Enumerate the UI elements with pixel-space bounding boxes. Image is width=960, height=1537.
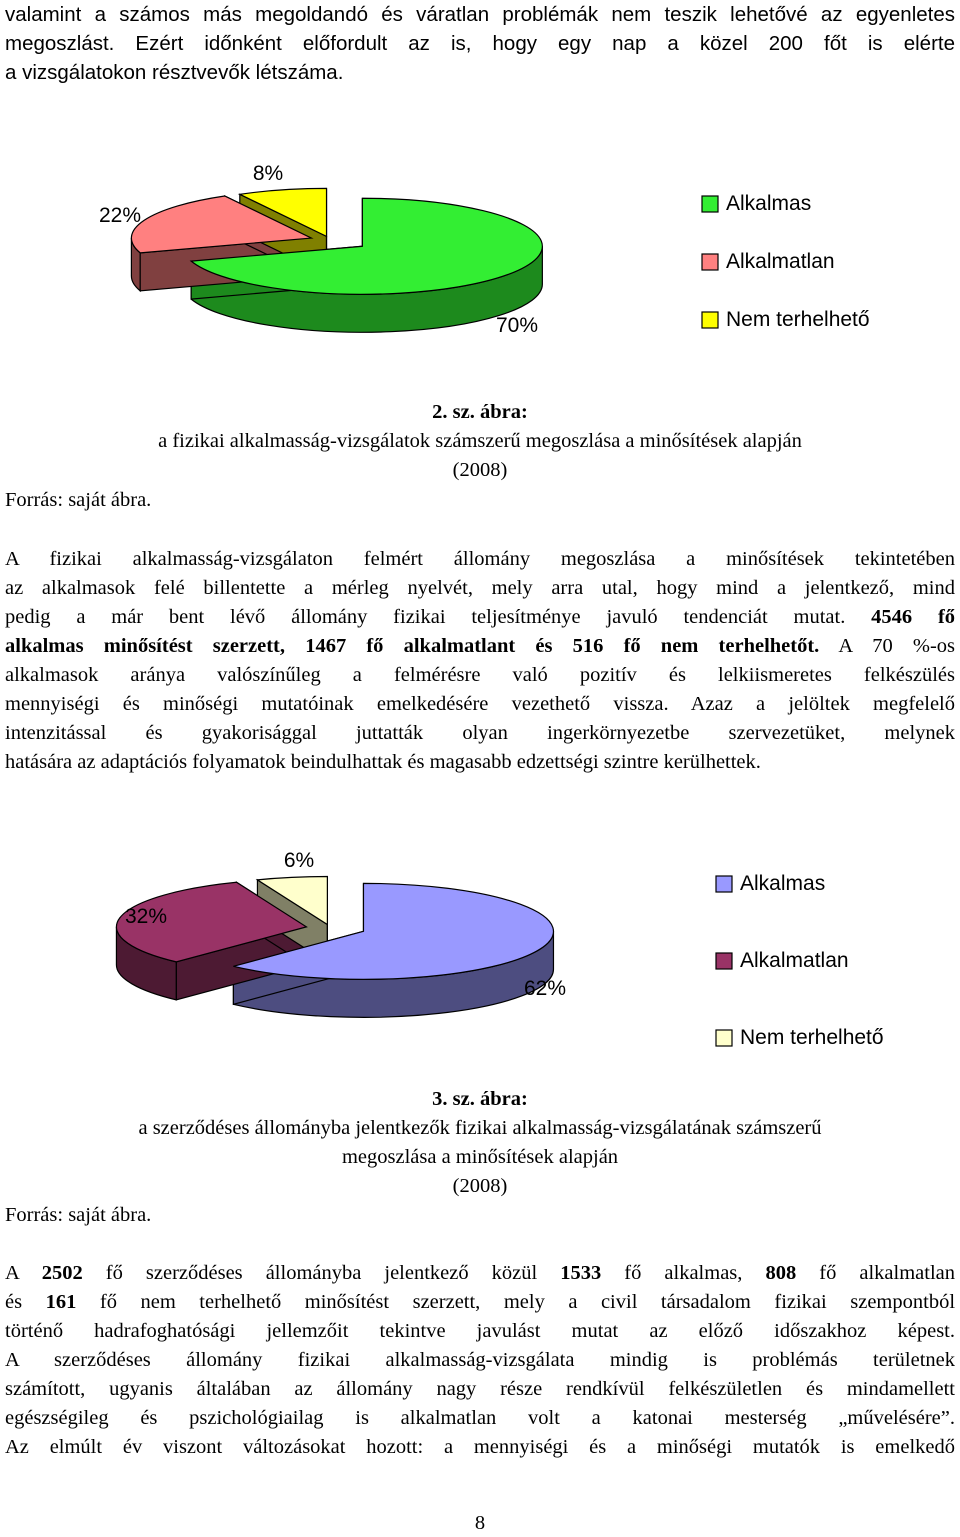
text-line: [5, 1259, 955, 1288]
figure-caption: a szerződéses állományba jelentkezők fizikai alkalmasság-vizsgálatának számszerű: [138, 1117, 822, 1139]
bold-number: 4546: [871, 606, 913, 628]
text-line: Az elmúlt év viszont változásokat hozott: a mennyiségi és a minőségi mutatók is emelkedő: [5, 1436, 955, 1458]
pie-data-label: 32%: [124, 905, 168, 928]
pie-data-label: 70%: [495, 314, 539, 337]
legend-label: Alkalmas: [740, 872, 826, 895]
figure-caption-year: (2008): [452, 1175, 508, 1197]
text-line: történő hadrafoghatósági jellemzőit tekintve javulást mutat az előző időszakhoz képest.: [5, 1320, 955, 1342]
pie-slices: [116, 877, 553, 1018]
text-line: számított, ugyanis általában az állomány nagy része rendkívül felkészületlen és mindamellett: [5, 1378, 955, 1400]
legend-label: Alkalmatlan: [726, 250, 835, 273]
text-line: [5, 1288, 955, 1317]
legend-label: Nem terhelhető: [726, 308, 870, 331]
figure-number: 3. sz. ábra:: [432, 1088, 528, 1110]
legend-swatch: [702, 312, 718, 328]
pie-data-label: 22%: [98, 204, 142, 227]
intro-paragraph: [5, 0, 955, 87]
body-paragraph: [5, 1259, 955, 1462]
text-line: A fizikai alkalmasság-vizsgálaton felmért állomány megoszlása a minősítések tekintetében: [5, 548, 955, 570]
text-line: az alkalmasok felé billentette a mérleg nyelvét, mely arra utal, hogy mind a jelentkező, mind: [5, 577, 955, 599]
bold-number: 1533: [560, 1262, 602, 1284]
text-segment: A: [5, 1262, 19, 1284]
figure-caption: megoszlása a minősítések alapján: [341, 1146, 619, 1168]
bold-text: alkalmas minősítést szerzett,: [5, 635, 286, 657]
figure-number: 2. sz. ábra:: [432, 401, 528, 423]
text-line: mennyiségi és minőségi mutatóinak emelkedésére vezethető vissza. Azaz a jelöltek megfelelő: [5, 693, 955, 715]
legend-label: Alkalmas: [726, 192, 812, 215]
text-segment: fő nem terhelhető minősítést szerzett, mely a civil társadalom fizikai szempontból: [99, 1291, 956, 1313]
page-number: 8: [474, 1512, 486, 1534]
legend-label: Nem terhelhető: [740, 1026, 884, 1049]
legend-swatch: [716, 876, 732, 892]
bold-text: fő nem terhelhetőt.: [623, 635, 820, 657]
figure-source: Forrás: saját ábra.: [5, 1204, 152, 1226]
legend-label: Alkalmatlan: [740, 949, 849, 972]
legend-swatch: [716, 1030, 732, 1046]
figure-caption-year: (2008): [452, 459, 508, 481]
text-segment: pedig a már bent lévő állomány fizikai teljesítménye javuló tendenciát mutat.: [5, 606, 846, 628]
legend-swatch: [702, 254, 718, 270]
bold-number: 2502: [41, 1262, 83, 1284]
pie-data-label: 62%: [523, 977, 567, 1000]
legend-swatch: [716, 953, 732, 969]
text-line: alkalmasok aránya valószínűleg a felmérésre való pozitív és lelkiismeretes felkészülés: [5, 664, 955, 686]
bold-text: fő: [937, 606, 956, 628]
pie-data-label: 6%: [283, 849, 315, 872]
bold-text: fő alkalmatlant és: [366, 635, 553, 657]
bold-number: 1467: [305, 635, 347, 657]
text-line: intenzitással és gyakorisággal juttatták olyan ingerkörnyezetbe szervezetüket, melynek: [5, 722, 955, 744]
text-line: egészségileg és pszichológiailag is alkalmatlan volt a katonai mesterség „művelésére”.: [5, 1407, 955, 1429]
figure-source: Forrás: saját ábra.: [5, 489, 152, 511]
pie-chart-2: [0, 838, 960, 1058]
text-segment: A 70 %-os: [838, 635, 956, 657]
intro-line: megoszlást. Ezért időnként előfordult az is, hogy egy nap a közel 200 főt is elérte: [5, 32, 955, 55]
bold-number: 808: [765, 1262, 797, 1284]
text-segment: és: [5, 1291, 23, 1313]
legend-swatch: [702, 196, 718, 212]
text-line: [5, 632, 955, 661]
text-segment: fő szerződéses állományba jelentkező közül: [105, 1262, 538, 1284]
intro-line: valamint a számos más megoldandó és váratlan problémák nem teszik lehetővé az egyenletes: [5, 3, 955, 26]
bold-number: 161: [45, 1291, 77, 1313]
text-line: A szerződéses állomány fizikai alkalmasság-vizsgálata mindig is problémás területnek: [5, 1349, 955, 1371]
text-line: [5, 603, 955, 632]
pie-data-label: 8%: [252, 162, 284, 185]
pie-chart-1: [0, 140, 960, 350]
text-line: hatására az adaptációs folyamatok beindulhattak és magasabb edzettségi szintre kerülhettek.: [5, 751, 761, 773]
figure-caption: a fizikai alkalmasság-vizsgálatok számszerű megoszlása a minősítések alapján: [158, 430, 802, 452]
intro-line: a vizsgálatokon résztvevők létszáma.: [5, 61, 344, 84]
bold-number: 516: [572, 635, 604, 657]
text-segment: fő alkalmas,: [624, 1262, 743, 1284]
body-paragraph: [5, 545, 955, 777]
pie-slices: [131, 188, 542, 332]
text-segment: fő alkalmatlan: [819, 1262, 955, 1284]
